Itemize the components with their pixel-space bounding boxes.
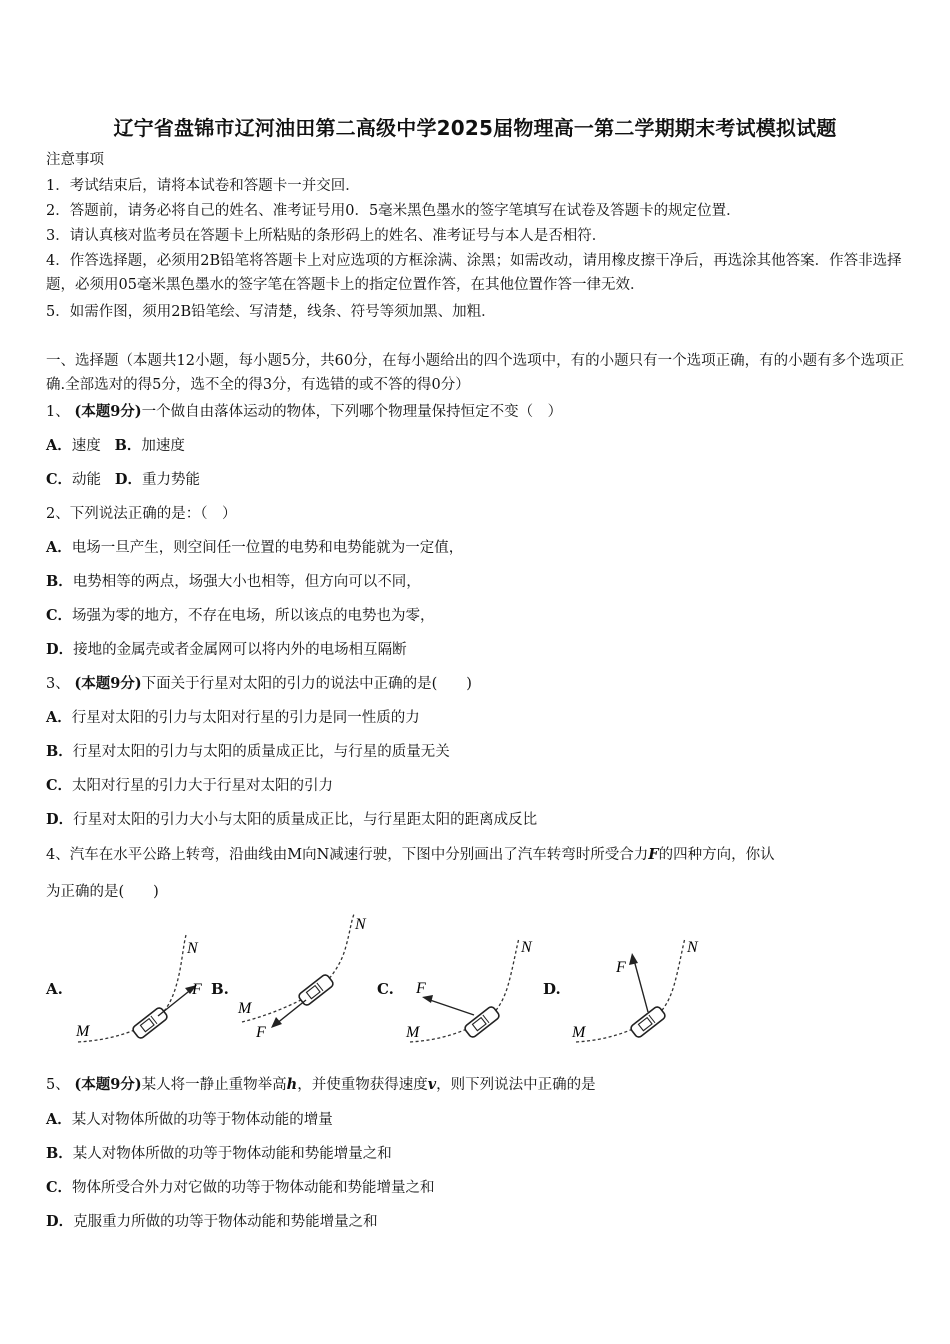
figure-a-label: A.	[46, 980, 63, 998]
question-tag: (本题9分)	[74, 403, 142, 420]
stem-text: 向	[302, 847, 317, 863]
question-3-option-a	[46, 708, 916, 728]
question-2-option-c	[46, 606, 916, 626]
stem-text: F	[648, 846, 659, 863]
question-stem: 下面关于行星对太阳的引力的说法中正确的是( )	[141, 676, 472, 692]
question-5-option-b	[46, 1144, 916, 1164]
option-text: 物体所受合外力对它做的功等于物体动能和势能增量之和	[72, 1180, 435, 1196]
stem-text: 的四种方向，你认	[658, 847, 775, 863]
question-3-option-c	[46, 776, 916, 796]
question-number: 1、	[46, 404, 70, 420]
question-3-option-b	[46, 742, 916, 762]
option-text: 加速度	[141, 438, 185, 454]
question-number: 3、	[46, 676, 70, 692]
question-5-option-d	[46, 1212, 916, 1232]
option-letter: C．	[46, 777, 73, 794]
option-letter: B．	[46, 573, 73, 590]
question-2: 2、下列说法正确的是：（ ）	[46, 506, 237, 522]
question-tag: (本题9分)	[74, 675, 142, 692]
figure-a	[70, 925, 215, 1050]
question-5-option-c	[46, 1178, 916, 1198]
option-letter: B．	[114, 437, 142, 454]
option-text: 行星对太阳的引力大小与太阳的质量成正比，与行星距太阳的距离成反比	[73, 812, 538, 828]
stem-text: v	[427, 1076, 437, 1093]
figure-d-label: D.	[543, 980, 561, 998]
figure-d	[568, 930, 713, 1050]
notice-item-3: 3．请认真核对监考员在答题卡上所粘贴的条形码上的姓名、准考证号与本人是否相符．	[46, 228, 607, 244]
option-text: 电场一旦产生，则空间任一位置的电势和电势能就为一定值，	[71, 540, 464, 556]
option-letter: A．	[46, 1111, 72, 1128]
notice-item-4: 4．作答选择题，必须用2B铅笔将答题卡上对应选项的方框涂满、涂黑；如需改动，请用橡皮擦干净后，再选涂其他答案．作答非选择题，必须用05毫米黑色墨水的签字笔在答题卡上的指定位置作答，在其他位置作答一律无效．	[46, 253, 902, 293]
option-text: 动能	[72, 472, 102, 488]
option-letter: C．	[46, 471, 73, 488]
option-letter: C．	[46, 607, 73, 624]
stem-text: M	[287, 847, 303, 863]
notice-heading: 注意事项	[46, 152, 104, 168]
point-m-label: M	[406, 1024, 420, 1041]
option-text: 太阳对行星的引力大于行星对太阳的引力	[72, 778, 334, 794]
force-f-label: F	[256, 1024, 266, 1041]
question-5-option-a	[46, 1110, 916, 1130]
figure-b	[236, 910, 381, 1050]
option-text: 行星对太阳的引力与太阳对行星的引力是同一性质的力	[71, 710, 420, 726]
notice-item-2: 2．答题前，请务必将自己的姓名、准考证号用0．5毫米黑色墨水的签字笔填写在试卷及答题卡的规定位置．	[46, 203, 741, 219]
question-number: 5、	[46, 1077, 70, 1093]
option-letter: D．	[46, 1213, 74, 1230]
force-f-label: F	[416, 980, 426, 997]
notice-item-1: 1．考试结束后，请将本试卷和答题卡一并交回．	[46, 178, 360, 194]
question-1-options-ab	[46, 436, 916, 456]
option-text: 电势相等的两点，场强大小也相等，但方向可以不同，	[72, 574, 421, 590]
question-4-line-1	[46, 845, 916, 865]
option-letter: B．	[46, 1145, 73, 1162]
page-title: 辽宁省盘锦市辽河油田第二高级中学2025届物理高一第二学期期末考试模拟试题	[113, 116, 837, 140]
option-text: 克服重力所做的功等于物体动能和势能增量之和	[73, 1214, 378, 1230]
question-2-option-a	[46, 538, 916, 558]
option-text: 某人对物体所做的功等于物体动能的增量	[71, 1112, 333, 1128]
option-text: 行星对太阳的引力与太阳的质量成正比，与行星的质量无关	[72, 744, 450, 760]
point-n-label: N	[521, 939, 532, 956]
option-letter: D．	[114, 471, 142, 488]
point-m-label: M	[572, 1024, 586, 1041]
option-text: 重力势能	[141, 472, 200, 488]
question-5	[46, 1075, 916, 1095]
stem-text: N	[316, 847, 330, 863]
option-letter: A．	[46, 709, 72, 726]
stem-text: 某人将一静止重物举高	[141, 1077, 287, 1093]
stem-text: ，并使重物获得速度	[297, 1077, 428, 1093]
option-letter: D．	[46, 641, 74, 658]
option-text: 场强为零的地方，不存在电场，所以该点的电势也为零，	[72, 608, 435, 624]
notice-item-5: 5．如需作图，须用2B铅笔绘、写清楚，线条、符号等须加黑、加粗．	[46, 304, 496, 320]
stem-text: 减速行驶，下图中分别画出了汽车转弯时所受合力	[329, 847, 649, 863]
point-m-label: M	[76, 1023, 90, 1040]
figure-c	[402, 930, 547, 1050]
option-letter: A．	[46, 539, 72, 556]
option-letter: C．	[46, 1179, 73, 1196]
option-letter: D．	[46, 811, 74, 828]
question-2-option-b	[46, 572, 916, 592]
option-text: 接地的金属壳或者金属网可以将内外的电场相互隔断	[73, 642, 407, 658]
stem-text: ，则下列说法中正确的是	[436, 1077, 596, 1093]
option-text: 某人对物体所做的功等于物体动能和势能增量之和	[72, 1146, 392, 1162]
question-tag: (本题9分)	[74, 1076, 142, 1093]
force-f-label: F	[192, 981, 202, 998]
question-3	[46, 674, 916, 694]
point-n-label: N	[687, 939, 698, 956]
section-heading: 一、选择题（本题共12小题，每小题5分，共60分，在每小题给出的四个选项中，有的小题只有一个选项正确，有的小题有多个选项正确.全部选对的得5分，选不全的得3分，有选错的或不答的得0分）	[46, 353, 905, 393]
figure-b-label: B.	[211, 980, 229, 998]
stem-text: 4、汽车在水平公路上转弯，沿曲线由	[46, 847, 288, 863]
question-4-line-2: 为正确的是( )	[46, 884, 159, 900]
option-letter: A．	[46, 437, 72, 454]
stem-text: h	[286, 1076, 298, 1093]
figure-c-label: C.	[377, 980, 394, 998]
option-letter: B．	[46, 743, 73, 760]
point-m-label: M	[238, 1000, 252, 1017]
question-3-option-d	[46, 810, 916, 830]
point-n-label: N	[355, 916, 366, 933]
force-f-label: F	[616, 959, 626, 976]
question-1	[46, 402, 916, 422]
question-2-option-d	[46, 640, 916, 660]
question-1-options-cd	[46, 470, 916, 490]
option-text: 速度	[71, 438, 101, 454]
point-n-label: N	[187, 940, 198, 957]
question-stem: 一个做自由落体运动的物体，下列哪个物理量保持恒定不变（ ）	[141, 404, 563, 420]
